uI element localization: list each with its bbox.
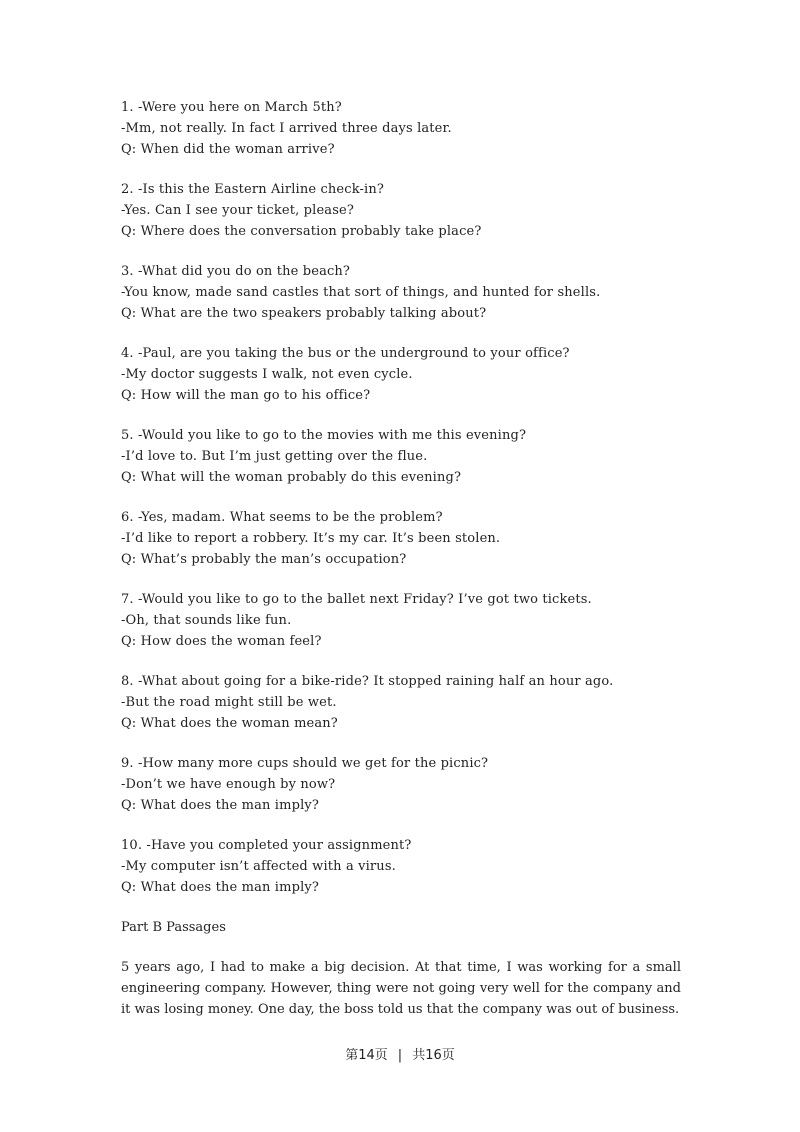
question-line: Q: How does the woman feel? bbox=[121, 634, 322, 649]
dialogue-item-2 bbox=[121, 179, 691, 242]
response-line: -Don’t we have enough by now? bbox=[121, 777, 336, 792]
response-line: -Mm, not really. In fact I arrived three days later. bbox=[121, 121, 452, 136]
dialogue-item-10 bbox=[121, 835, 691, 898]
dialogue-item-7 bbox=[121, 589, 691, 652]
question-line: Q: What are the two speakers probably talking about? bbox=[121, 306, 487, 321]
dialogue-line: 9. -How many more cups should we get for the picnic? bbox=[121, 756, 489, 771]
total-pages-label: 共16页 bbox=[412, 1048, 455, 1063]
dialogue-item-9 bbox=[121, 753, 691, 816]
footer-separator: | bbox=[397, 1048, 403, 1063]
question-line: Q: When did the woman arrive? bbox=[121, 142, 335, 157]
response-line: -I’d love to. But I’m just getting over the flue. bbox=[121, 449, 428, 464]
current-page-label: 第14页 bbox=[345, 1048, 388, 1063]
response-line: -My computer isn’t affected with a virus. bbox=[121, 859, 396, 874]
dialogue-line: 1. -Were you here on March 5th? bbox=[121, 100, 342, 115]
question-line: Q: What’s probably the man’s occupation? bbox=[121, 552, 407, 567]
passage-text: 5 years ago, I had to make a big decision. At that time, I was working for a small engineering company. However, thing were not going very well for the company and it was losing money. One day, the boss told us that the company was out of business. bbox=[121, 960, 681, 1017]
section-title: Part B Passages bbox=[121, 920, 226, 935]
dialogue-line: 10. -Have you completed your assignment? bbox=[121, 838, 412, 853]
response-line: -Oh, that sounds like fun. bbox=[121, 613, 292, 628]
dialogue-item-6 bbox=[121, 507, 691, 570]
dialogue-line: 3. -What did you do on the beach? bbox=[121, 264, 351, 279]
question-line: Q: What will the woman probably do this evening? bbox=[121, 470, 462, 485]
dialogue-line: 7. -Would you like to go to the ballet next Friday? I’ve got two tickets. bbox=[121, 592, 592, 607]
dialogue-item-3 bbox=[121, 261, 691, 324]
dialogue-line: 8. -What about going for a bike-ride? It stopped raining half an hour ago. bbox=[121, 674, 614, 689]
dialogue-item-5 bbox=[121, 425, 691, 488]
page-footer bbox=[0, 1046, 800, 1066]
question-line: Q: What does the man imply? bbox=[121, 880, 319, 895]
dialogue-line: 5. -Would you like to go to the movies with me this evening? bbox=[121, 428, 527, 443]
dialogue-item-1 bbox=[121, 97, 691, 160]
question-line: Q: What does the woman mean? bbox=[121, 716, 338, 731]
dialogue-item-4 bbox=[121, 343, 691, 406]
response-line: -Yes. Can I see your ticket, please? bbox=[121, 203, 354, 218]
dialogue-line: 2. -Is this the Eastern Airline check-in? bbox=[121, 182, 384, 197]
response-line: -You know, made sand castles that sort of things, and hunted for shells. bbox=[121, 285, 601, 300]
dialogue-line: 6. -Yes, madam. What seems to be the problem? bbox=[121, 510, 443, 525]
question-line: Q: Where does the conversation probably take place? bbox=[121, 224, 482, 239]
response-line: -But the road might still be wet. bbox=[121, 695, 337, 710]
question-line: Q: How will the man go to his office? bbox=[121, 388, 371, 403]
page-content bbox=[121, 97, 691, 1020]
response-line: -My doctor suggests I walk, not even cycle. bbox=[121, 367, 413, 382]
dialogue-item-8 bbox=[121, 671, 691, 734]
response-line: -I’d like to report a robbery. It’s my car. It’s been stolen. bbox=[121, 531, 501, 546]
question-line: Q: What does the man imply? bbox=[121, 798, 319, 813]
dialogue-line: 4. -Paul, are you taking the bus or the underground to your office? bbox=[121, 346, 570, 361]
